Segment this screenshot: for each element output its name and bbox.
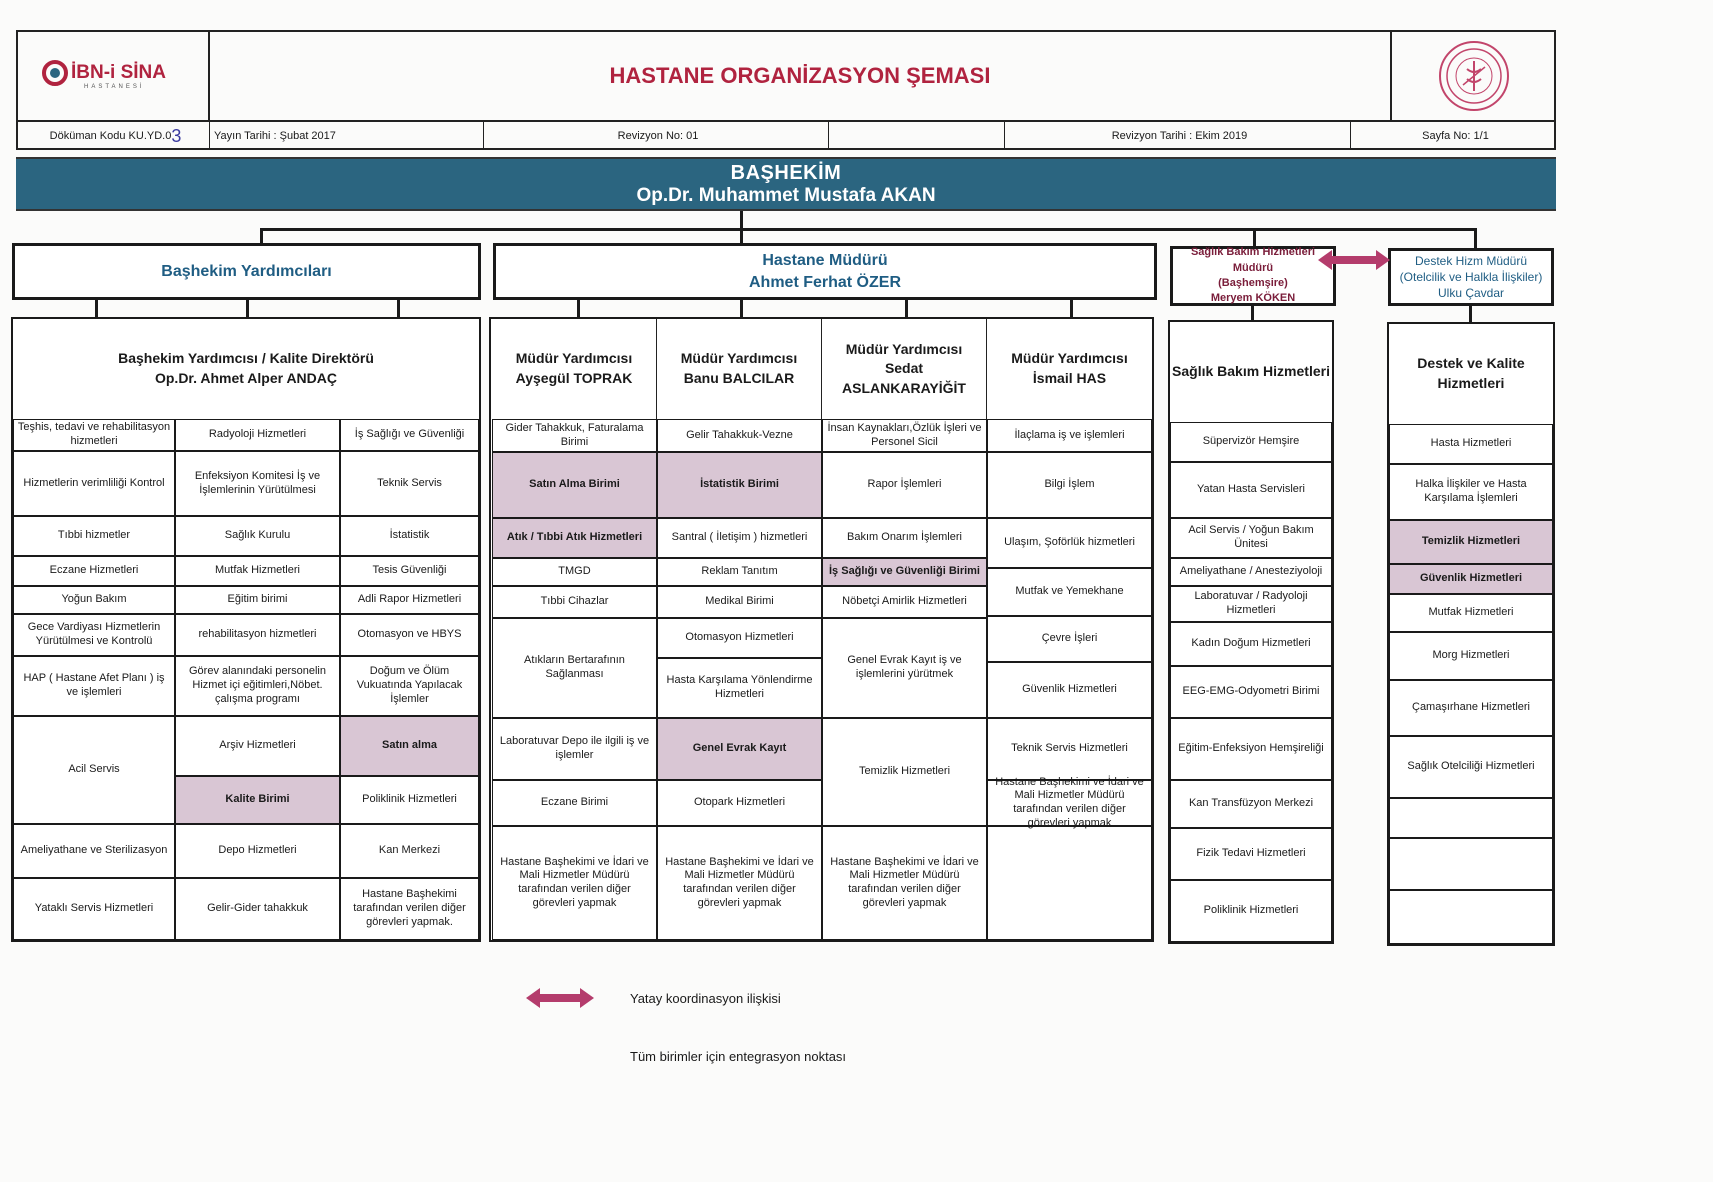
- unit-cell: Kan Merkezi: [340, 824, 479, 878]
- unit-cell: Teşhis, tedavi ve rehabilitasyon hizmetleri: [13, 419, 175, 451]
- connector: [1253, 228, 1256, 246]
- unit-cell: Tıbbi hizmetler: [13, 516, 175, 556]
- unit-cell: Nöbetçi Amirlik Hizmetleri: [822, 586, 987, 618]
- unit-cell: Otomasyon Hizmetleri: [657, 618, 822, 658]
- legend-horizontal: Yatay koordinasyon ilişkisi: [630, 991, 781, 1006]
- nursing-director-line1: Sağlık Bakım Hizmetleri: [1190, 246, 1316, 259]
- unit-cell: Satın Alma Birimi: [492, 452, 657, 518]
- unit-cell: EEG-EMG-Odyometri Birimi: [1170, 666, 1332, 718]
- unit-cell: Yoğun Bakım: [13, 586, 175, 614]
- manager1-header: [492, 319, 657, 419]
- unit-cell: Halka İlişkiler ve Hasta Karşılama İşlemleri: [1389, 464, 1553, 520]
- unit-cell: Gider Tahakkuk, Faturalama Birimi: [492, 419, 657, 452]
- unit-cell: Kan Transfüzyon Merkezi: [1170, 780, 1332, 828]
- deputies-box: [12, 243, 481, 300]
- unit-cell: Rapor İşlemleri: [822, 452, 987, 518]
- page-title: HASTANE ORGANİZASYON ŞEMASI: [609, 63, 991, 88]
- unit-cell: Gelir-Gider tahakkuk: [175, 878, 340, 940]
- unit-cell: HAP ( Hastane Afet Planı ) iş ve işlemleri: [13, 656, 175, 716]
- revision-no: Revizyon No: 01: [484, 122, 829, 150]
- unit-cell: Doğum ve Ölüm Vukuatında Yapılacak İşlemler: [340, 656, 479, 716]
- publish-date: Yayın Tarihi : Şubat 2017: [210, 122, 484, 150]
- unit-cell: Eczane Birimi: [492, 780, 657, 826]
- connector: [740, 211, 743, 243]
- unit-cell: Hasta Karşılama Yönlendirme Hizmetleri: [657, 658, 822, 718]
- empty-cell: [1389, 890, 1553, 944]
- unit-cell: Otomasyon ve HBYS: [340, 614, 479, 656]
- unit-cell: Eğitim birimi: [175, 586, 340, 614]
- unit-cell: Morg Hizmetleri: [1389, 632, 1553, 680]
- logo-text: İBN-i SİNA: [71, 62, 166, 83]
- unit-cell: Adli Rapor Hizmetleri: [340, 586, 479, 614]
- document-header: [16, 30, 1556, 150]
- unit-cell: Mutfak Hizmetleri: [1389, 594, 1553, 632]
- manager2-name: Banu BALCILAR: [683, 370, 795, 386]
- unit-cell: Ameliyathane ve Sterilizasyon: [13, 824, 175, 878]
- connector: [95, 300, 98, 317]
- doc-code-text: Döküman Kodu KU.YD.0: [49, 130, 172, 142]
- chief-title: BAŞHEKİM: [730, 161, 842, 184]
- unit-cell: Teknik Servis: [340, 451, 479, 516]
- unit-cell: Gelir Tahakkuk-Vezne: [657, 419, 822, 452]
- unit-cell: rehabilitasyon hizmetleri: [175, 614, 340, 656]
- unit-cell: Atık / Tıbbi Atık Hizmetleri: [492, 518, 657, 558]
- logo-subtext: HASTANESİ: [84, 84, 145, 90]
- empty-cell: [1389, 838, 1553, 890]
- unit-cell: Genel Evrak Kayıt: [657, 718, 822, 780]
- unit-cell: Yataklı Servis Hizmetleri: [13, 878, 175, 940]
- unit-cell: Güvenlik Hizmetleri: [987, 662, 1152, 718]
- unit-cell: İstatistik: [340, 516, 479, 556]
- director-box: [493, 243, 1157, 300]
- unit-cell: Fizik Tedavi Hizmetleri: [1170, 828, 1332, 880]
- chief-physician-box: [16, 157, 1556, 211]
- unit-cell: Ameliyathane / Anesteziyoloji: [1170, 558, 1332, 586]
- manager3-header: [822, 319, 987, 419]
- nursing-header-title: Sağlık Bakım Hizmetleri: [1172, 363, 1330, 380]
- director-title: Hastane Müdürü: [762, 251, 888, 269]
- unit-cell: Medikal Birimi: [657, 586, 822, 618]
- unit-cell: Tıbbi Cihazlar: [492, 586, 657, 618]
- meta-row: [18, 120, 1556, 150]
- revision-date: Revizyon Tarihi : Ekim 2019: [1005, 122, 1351, 150]
- unit-cell: Temizlik Hizmetleri: [1389, 520, 1553, 564]
- unit-cell: Gece Vardiyası Hizmetlerin Yürütülmesi ve Kontrolü: [13, 614, 175, 656]
- unit-cell: Satın alma: [340, 716, 479, 776]
- coordination-arrow-icon: [1318, 248, 1390, 272]
- unit-cell: Temizlik Hizmetleri: [822, 718, 987, 826]
- unit-cell: Hastane Başhekimi tarafından verilen diğer görevleri yapmak.: [340, 878, 479, 940]
- unit-cell: Görev alanındaki personelin Hizmet içi eğitimleri,Nöbet. çalışma programı: [175, 656, 340, 716]
- unit-cell: Sağlık Kurulu: [175, 516, 340, 556]
- unit-cell: Kadın Doğum Hizmetleri: [1170, 622, 1332, 666]
- unit-cell: Bakım Onarım İşlemleri: [822, 518, 987, 558]
- connector: [1469, 306, 1472, 322]
- support-director-line1: Destek Hizm Müdürü: [1414, 253, 1528, 268]
- page-no: Sayfa No: 1/1: [1422, 130, 1489, 142]
- connector: [397, 300, 400, 317]
- unit-cell: Tesis Güvenliği: [340, 556, 479, 586]
- unit-cell: Acil Servis / Yoğun Bakım Ünitesi: [1170, 518, 1332, 558]
- connector: [260, 228, 1477, 231]
- nursing-director-box: [1170, 246, 1336, 306]
- unit-cell: Hizmetlerin verimliliği Kontrol: [13, 451, 175, 516]
- unit-cell: İş Sağlığı ve Güvenliği: [340, 419, 479, 451]
- nursing-director-line3: (Başhemşire): [1218, 277, 1288, 289]
- unit-cell: TMGD: [492, 558, 657, 586]
- unit-cell: Hastane Başhekimi ve İdari ve Mali Hizmetler Müdürü tarafından verilen diğer görevleri yapmak: [822, 826, 987, 940]
- quality-director-header: [13, 319, 479, 419]
- unit-cell: Poliklinik Hizmetleri: [1170, 880, 1332, 942]
- unit-cell: Laboratuvar Depo ile ilgili iş ve işlemler: [492, 718, 657, 780]
- quality-director-title: Başhekim Yardımcısı / Kalite Direktörü: [118, 350, 374, 367]
- unit-cell: Genel Evrak Kayıt iş ve işlemlerini yürütmek: [822, 618, 987, 718]
- chief-name: Op.Dr. Muhammet Mustafa AKAN: [636, 184, 936, 206]
- manager2-header: [657, 319, 822, 419]
- manager4-name: İsmail HAS: [1032, 370, 1107, 386]
- unit-cell: Santral ( İletişim ) hizmetleri: [657, 518, 822, 558]
- unit-cell: Laboratuvar / Radyoloji Hizmetleri: [1170, 586, 1332, 622]
- unit-cell: Teknik Servis Hizmetleri: [987, 718, 1152, 780]
- empty-cell: [1389, 798, 1553, 838]
- unit-cell: İş Sağlığı ve Güvenliği Birimi: [822, 558, 987, 586]
- connector: [1070, 300, 1073, 317]
- support-director-box: [1388, 248, 1554, 306]
- support-header-line2: Hizmetleri: [1437, 375, 1505, 391]
- manager4-header: [987, 319, 1152, 419]
- deputies-title: Başhekim Yardımcıları: [161, 262, 332, 280]
- unit-cell: Otopark Hizmetleri: [657, 780, 822, 826]
- connector: [246, 300, 249, 317]
- logo-emblem-icon: [42, 60, 68, 86]
- unit-cell: Acil Servis: [13, 716, 175, 824]
- doc-code: [18, 122, 210, 150]
- nursing-director-line2: Müdürü: [1232, 261, 1274, 274]
- connector: [260, 228, 263, 244]
- nursing-header: [1170, 322, 1332, 422]
- unit-cell: İnsan Kaynakları,Özlük İşleri ve Personel Sicil: [822, 419, 987, 452]
- unit-cell: Ulaşım, Şoförlük hizmetleri: [987, 518, 1152, 568]
- unit-cell: Depo Hizmetleri: [175, 824, 340, 878]
- unit-cell: Çevre İşleri: [987, 616, 1152, 662]
- unit-cell: Eğitim-Enfeksiyon Hemşireliği: [1170, 718, 1332, 780]
- unit-cell: [987, 826, 1152, 940]
- director-name: Ahmet Ferhat ÖZER: [748, 273, 901, 291]
- manager3-title: Müdür Yardımcısı: [845, 340, 963, 357]
- connector: [1474, 228, 1477, 248]
- unit-cell: Arşiv Hizmetleri: [175, 716, 340, 776]
- unit-cell: İstatistik Birimi: [657, 452, 822, 518]
- unit-cell: Radyoloji Hizmetleri: [175, 419, 340, 451]
- unit-cell: Bilgi İşlem: [987, 452, 1152, 518]
- nursing-director-line4: Meryem KÖKEN: [1210, 292, 1296, 305]
- ministry-seal-icon: [1437, 39, 1511, 113]
- unit-cell: İlaçlama iş ve işlemleri: [987, 419, 1152, 452]
- unit-cell: Süpervizör Hemşire: [1170, 422, 1332, 462]
- unit-cell: Atıkların Bertarafının Sağlanması: [492, 618, 657, 718]
- unit-cell: Poliklinik Hizmetleri: [340, 776, 479, 824]
- unit-cell: Hastane Başhekimi ve İdari ve Mali Hizmetler Müdürü tarafından verilen diğer görevleri yapmak: [987, 780, 1152, 826]
- manager4-title: Müdür Yardımcısı: [1011, 350, 1128, 367]
- connector: [577, 300, 580, 317]
- unit-cell: Çamaşırhane Hizmetleri: [1389, 680, 1553, 736]
- meta-blank: [829, 122, 1005, 150]
- unit-cell: Eczane Hizmetleri: [13, 556, 175, 586]
- unit-cell: Hasta Hizmetleri: [1389, 424, 1553, 464]
- unit-cell: Hastane Başhekimi ve İdari ve Mali Hizmetler Müdürü tarafından verilen diğer görevleri yapmak: [492, 826, 657, 940]
- unit-cell: Mutfak ve Yemekhane: [987, 568, 1152, 616]
- support-header-line1: Destek ve Kalite: [1417, 355, 1525, 372]
- support-director-line3: Ulku Çavdar: [1437, 286, 1505, 301]
- unit-cell: Mutfak Hizmetleri: [175, 556, 340, 586]
- manager1-title: Müdür Yardımcısı: [515, 350, 633, 367]
- legend-integration: Tüm birimler için entegrasyon noktası: [630, 1049, 847, 1064]
- unit-cell: Sağlık Otelciliği Hizmetleri: [1389, 736, 1553, 798]
- quality-director-name: Op.Dr. Ahmet Alper ANDAÇ: [154, 370, 337, 386]
- support-director-line2: (Otelcilik ve Halkla İlişkiler): [1399, 269, 1543, 284]
- unit-cell: Enfeksiyon Komitesi İş ve İşlemlerinin Yürütülmesi: [175, 451, 340, 516]
- manager3-name: Sedat ASLANKARAYİĞİT: [842, 360, 966, 396]
- ministry-seal: [1390, 32, 1556, 120]
- manager1-name: Ayşegül TOPRAK: [515, 370, 633, 386]
- unit-cell: Güvenlik Hizmetleri: [1389, 564, 1553, 594]
- unit-cell: Hastane Başhekimi ve İdari ve Mali Hizmetler Müdürü tarafından verilen diğer görevleri yapmak: [657, 826, 822, 940]
- manager2-title: Müdür Yardımcısı: [680, 350, 798, 367]
- connector: [905, 300, 908, 317]
- unit-cell: Yatan Hasta Servisleri: [1170, 462, 1332, 518]
- doc-code-handwritten: 3: [171, 125, 182, 146]
- connector: [1251, 306, 1254, 320]
- logo-area: [18, 32, 210, 120]
- connector: [740, 300, 743, 317]
- hospital-logo: [42, 60, 166, 86]
- unit-cell: Reklam Tanıtım: [657, 558, 822, 586]
- legend-arrow-icon: [526, 987, 594, 1009]
- support-header: [1389, 324, 1553, 424]
- unit-cell: Kalite Birimi: [175, 776, 340, 824]
